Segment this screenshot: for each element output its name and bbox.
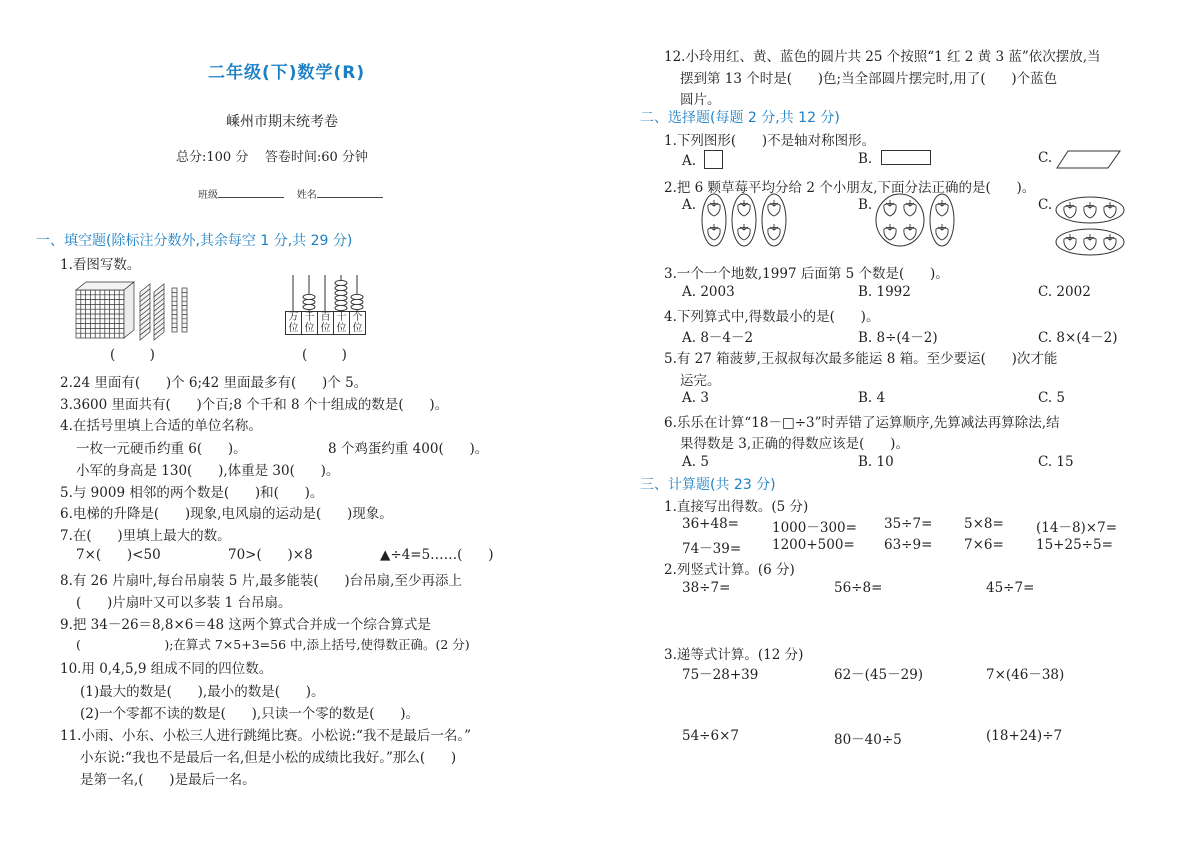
c1-option-b[interactable] — [858, 150, 931, 167]
p1-row1-item3: 35÷7= — [884, 516, 933, 532]
p1-row2-item3: 63÷9= — [884, 537, 933, 553]
q4-line2: 小军的身高是 130( ),体重是 30( )。 — [76, 463, 340, 479]
q11-line1: 11.小雨、小东、小松三人进行跳绳比赛。小松说:“我不是最后一名。” — [60, 728, 472, 744]
strawberry-icon — [904, 224, 916, 240]
name-label: 姓名 — [296, 190, 317, 201]
c5-option-a[interactable]: A. 3 — [682, 390, 709, 406]
p3-row2-item1: 54÷6×7 — [682, 728, 739, 744]
p3-row2-item3: (18+24)÷7 — [986, 728, 1063, 744]
rectangle-shape-icon — [881, 150, 931, 165]
strawberry-icon — [1104, 202, 1116, 218]
c1-option-a[interactable] — [682, 150, 723, 169]
c6-option-c[interactable]: C. 15 — [1038, 454, 1074, 470]
c4-option-b[interactable]: B. 8÷(4－2) — [858, 330, 938, 346]
c2-option-a-label[interactable]: A. — [682, 197, 697, 213]
strawberry-icon — [708, 224, 720, 240]
strawberry-groups-c-image — [1054, 192, 1126, 258]
q1-blank2[interactable]: ( ) — [302, 347, 347, 363]
strawberry-icon — [1064, 202, 1076, 218]
abacus-label-qian: 千位 — [302, 312, 318, 334]
strawberry-icon — [884, 224, 896, 240]
c3-option-a[interactable]: A. 2003 — [682, 284, 735, 300]
group-oval — [876, 194, 924, 246]
page-title: 二年级(下)数学(R) — [208, 63, 366, 83]
q9-line2: ( );在算式 7×5+3=56 中,添上括号,使得数正确。(2 分) — [76, 637, 470, 652]
c5-option-c[interactable]: C. 5 — [1038, 390, 1066, 406]
strawberry-icon — [936, 200, 948, 216]
q7-item-a: 7×( )<50 — [76, 547, 161, 563]
p3-row1-item2: 62－(45－29) — [834, 667, 924, 683]
p1-text: 1.直接写出得数。(5 分) — [664, 499, 809, 515]
q11-line3: 是第一名,( )是最后一名。 — [80, 772, 256, 788]
strawberry-icon — [708, 200, 720, 216]
option-a-label: A. — [682, 153, 697, 169]
c4-text: 4.下列算式中,得数最小的是( )。 — [664, 309, 880, 325]
p1-row2-item1: 74－39= — [682, 541, 742, 557]
p3-text: 3.递等式计算。(12 分) — [664, 647, 804, 663]
q4-line1a: 一枚一元硬币约重 6( )。 — [76, 441, 247, 457]
strawberry-icon — [884, 200, 896, 216]
abacus-labels — [285, 311, 366, 335]
parallelogram-shape-icon — [1056, 150, 1122, 170]
abacus-label-ge: 个位 — [352, 312, 363, 334]
p1-row2-item5: 15+25÷5= — [1036, 537, 1113, 553]
q1-blank1[interactable]: ( ) — [110, 347, 155, 363]
p2-item3: 45÷7= — [986, 580, 1035, 596]
q12-line3: 圆片。 — [680, 92, 721, 108]
c5-line1: 5.有 27 箱菠萝,王叔叔每次最多能运 8 箱。至少要运( )次才能 — [664, 351, 1058, 367]
c3-option-c[interactable]: C. 2002 — [1038, 284, 1091, 300]
q9-line1: 9.把 34－26＝8,8×6＝48 这两个算式合并成一个综合算式是 — [60, 617, 431, 633]
q4-text: 4.在括号里填上合适的单位名称。 — [60, 418, 262, 434]
p1-row1-item5: (14－8)×7= — [1036, 520, 1118, 536]
strawberry-icon — [1104, 234, 1116, 250]
square-shape-icon — [704, 150, 723, 169]
c3-option-b[interactable]: B. 1992 — [858, 284, 911, 300]
section1-heading: 一、填空题(除标注分数外,其余每空 1 分,共 29 分) — [36, 233, 353, 249]
p1-row1-item2: 1000－300= — [772, 520, 857, 536]
c2-option-c-label[interactable]: C. — [1038, 197, 1053, 213]
strawberry-icon — [768, 224, 780, 240]
q10-text: 10.用 0,4,5,9 组成不同的四位数。 — [60, 661, 273, 677]
p1-row1-item1: 36+48= — [682, 516, 739, 532]
strawberry-icon — [1084, 234, 1096, 250]
name-field[interactable] — [317, 186, 383, 198]
c1-text: 1.下列图形( )不是轴对称图形。 — [664, 133, 876, 149]
strawberry-icon — [738, 224, 750, 240]
c5-line2: 运完。 — [680, 373, 721, 389]
q7-item-b: 70>( )×8 — [228, 547, 313, 563]
abacus-image — [283, 273, 365, 313]
c6-option-a[interactable]: A. 5 — [682, 454, 709, 470]
p3-row1-item1: 75－28+39 — [682, 667, 759, 683]
q1-text: 1.看图写数。 — [60, 257, 141, 273]
c1-option-c[interactable] — [1038, 150, 1052, 166]
q3-text: 3.3600 里面共有( )个百;8 个千和 8 个十组成的数是( )。 — [60, 397, 449, 413]
c2-text: 2.把 6 颗草莓平均分给 2 个小朋友,下面分法正确的是( )。 — [664, 180, 1036, 196]
q7-text: 7.在( )里填上最大的数。 — [60, 528, 231, 544]
q8-line1: 8.有 26 片扇叶,每台吊扇装 5 片,最多能装( )台吊扇,至少再添上 — [60, 573, 462, 589]
section2-heading: 二、选择题(每题 2 分,共 12 分) — [640, 110, 840, 126]
p2-item1: 38÷7= — [682, 580, 731, 596]
strawberry-groups-a-image — [700, 192, 790, 248]
q2-text: 2.24 里面有( )个 6;42 里面最多有( )个 5。 — [60, 375, 368, 391]
base-ten-blocks-image — [72, 278, 192, 340]
strawberry-icon — [1084, 202, 1096, 218]
p3-row1-item3: 7×(46－38) — [986, 667, 1065, 683]
class-label: 班级 — [198, 190, 218, 201]
q4-line1b: 8 个鸡蛋约重 400( )。 — [328, 441, 489, 457]
exam-info: 总分:100 分 答卷时间:60 分钟 — [176, 150, 368, 165]
c6-line2: 果得数是 3,正确的得数应该是( )。 — [680, 436, 909, 452]
c2-option-b-label[interactable]: B. — [858, 197, 873, 213]
c6-line1: 6.乐乐在计算“18－□÷3”时弄错了运算顺序,先算减法再算除法,结 — [664, 415, 1060, 431]
strawberry-icon — [768, 200, 780, 216]
strawberry-icon — [738, 200, 750, 216]
c5-option-b[interactable]: B. 4 — [858, 390, 886, 406]
section3-heading: 三、计算题(共 23 分) — [640, 477, 776, 493]
q6-text: 6.电梯的升降是( )现象,电风扇的运动是( )现象。 — [60, 506, 393, 522]
class-field[interactable] — [218, 186, 284, 198]
c6-option-b[interactable]: B. 10 — [858, 454, 894, 470]
abacus-label-wan: 万位 — [286, 312, 302, 334]
q12-line1: 12.小玲用红、黄、蓝色的圆片共 25 个按照“1 红 2 黄 3 蓝”依次摆放,当 — [664, 49, 1101, 65]
c3-text: 3.一个一个地数,1997 后面第 5 个数是( )。 — [664, 266, 949, 282]
p1-row2-item2: 1200+500= — [772, 537, 855, 553]
q5-text: 5.与 9009 相邻的两个数是( )和( )。 — [60, 485, 324, 501]
strawberry-icon — [936, 224, 948, 240]
q11-line2: 小东说:“我也不是最后一名,但是小松的成绩比我好。”那么( ) — [80, 750, 457, 766]
p3-row2-item2: 80－40÷5 — [834, 732, 902, 748]
strawberry-icon — [904, 200, 916, 216]
q12-line2: 摆到第 13 个时是( )色;当全部圆片摆完时,用了( )个蓝色 — [680, 71, 1058, 87]
p1-row2-item4: 7×6= — [964, 537, 1004, 553]
q7-item-c: ▲÷4=5……( ) — [380, 547, 494, 563]
p2-item2: 56÷8= — [834, 580, 883, 596]
q8-line2: ( )片扇叶又可以多装 1 台吊扇。 — [76, 595, 292, 611]
strawberry-groups-b-image — [876, 192, 956, 248]
option-b-label: B. — [858, 151, 873, 167]
c4-option-c[interactable]: C. 8×(4－2) — [1038, 330, 1118, 346]
q10-part2: (2)一个零都不读的数是( ),只读一个零的数是( )。 — [80, 706, 419, 722]
abacus-label-shi: 十位 — [334, 312, 350, 334]
q10-part1: (1)最大的数是( ),最小的数是( )。 — [80, 684, 325, 700]
abacus-label-bai: 百位 — [318, 312, 334, 334]
exam-name: 嵊州市期末统考卷 — [226, 114, 338, 130]
p2-text: 2.列竖式计算。(6 分) — [664, 562, 795, 578]
c4-option-a[interactable]: A. 8－4－2 — [682, 330, 754, 346]
class-name-row — [198, 186, 383, 201]
strawberry-icon — [1064, 234, 1076, 250]
p1-row1-item4: 5×8= — [964, 516, 1004, 532]
option-c-label: C. — [1038, 150, 1053, 166]
